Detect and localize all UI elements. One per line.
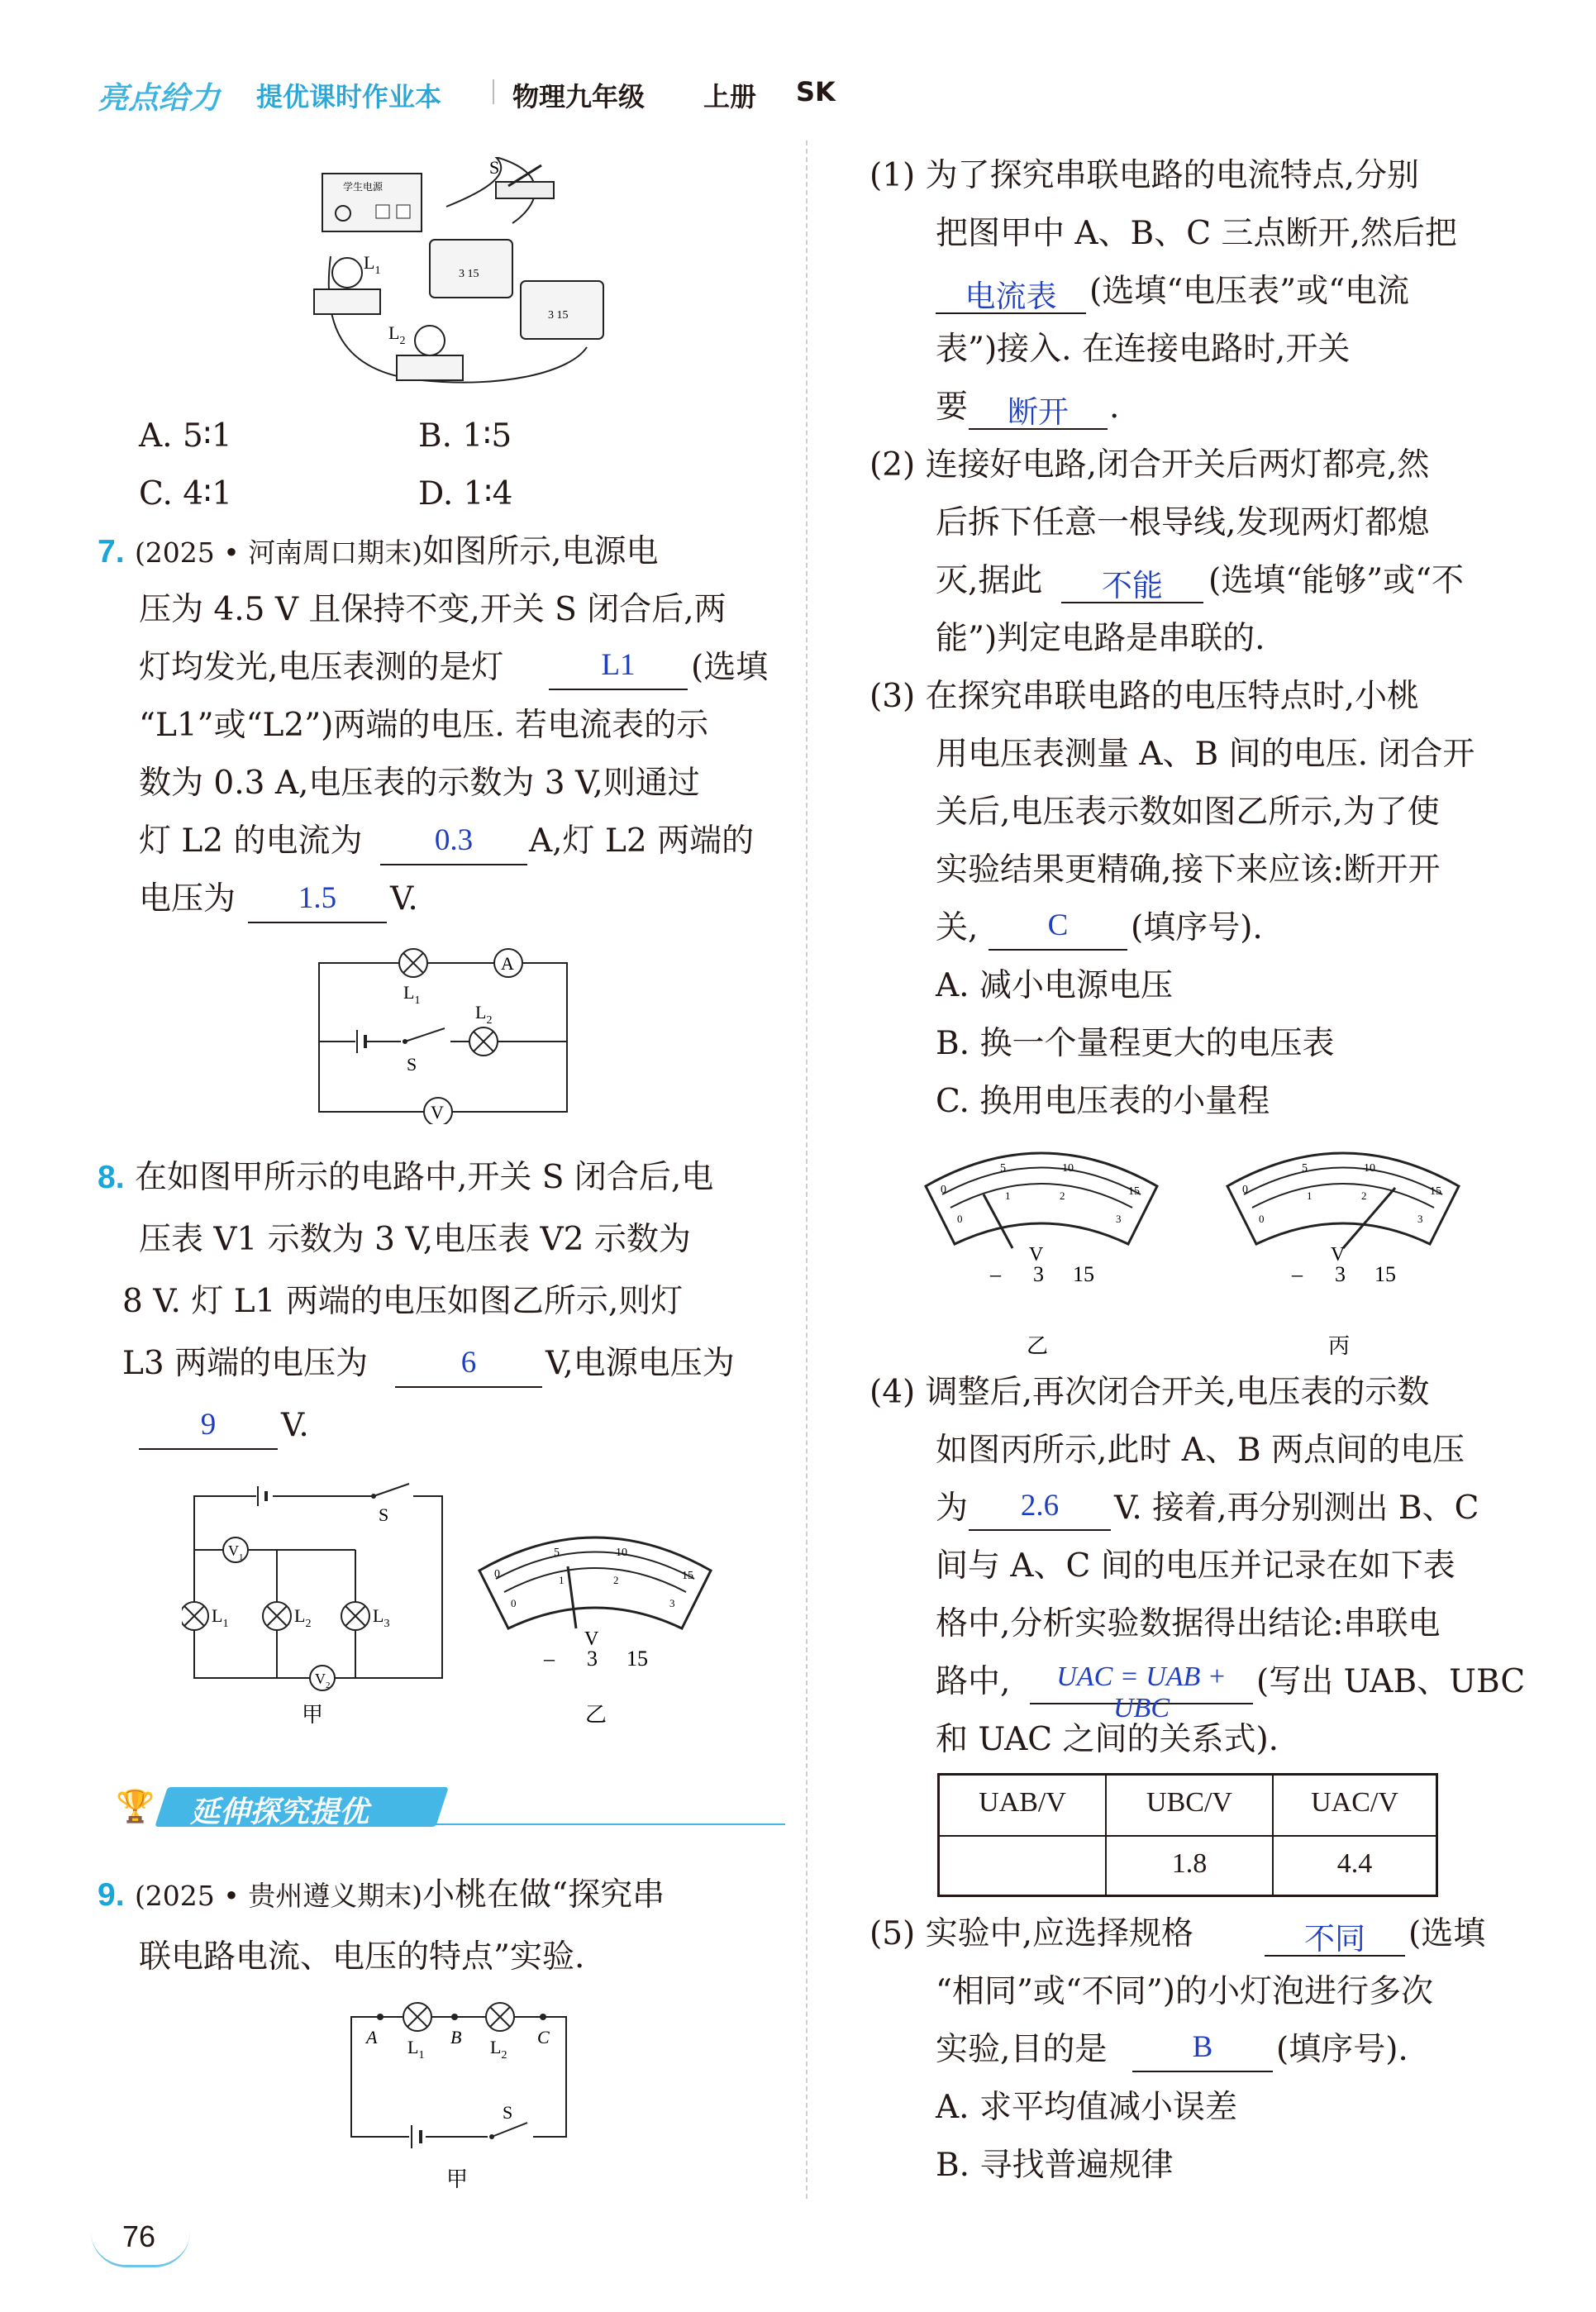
q7-line5: 数为 0.3 A,电压表的示数为 3 V,则通过: [139, 765, 700, 802]
q8-answer1: 6: [460, 1346, 477, 1380]
bing-bottom-0: 0: [1259, 1213, 1265, 1225]
q8-scale-bottom-0: 0: [511, 1597, 517, 1609]
q8-lamp2-label: $L_2$: [294, 1605, 312, 1630]
yi-bottom-0: 0: [957, 1213, 963, 1225]
yi-terminal-neg: –: [990, 1262, 1001, 1286]
edition-label: SK: [796, 76, 836, 107]
q9-point-a: A: [366, 2027, 378, 2047]
q9-p3-line4: 实验结果更精确,接下来应该:断开开: [936, 851, 1441, 889]
q8-line3: 8 V. 灯 L1 两端的电压如图乙所示,则灯: [122, 1283, 684, 1320]
meter1-scale: 3 15: [459, 268, 479, 280]
q8-scale-bottom-2: 2: [613, 1574, 619, 1586]
q8-blank1: [395, 1386, 542, 1388]
q9-number: 9.: [98, 1877, 125, 1913]
volume-label: 上册: [703, 81, 757, 112]
banner-rule: [430, 1823, 785, 1825]
q9-p4-line3b: V. 接着,再分别测出 B、C: [1114, 1490, 1479, 1527]
q7-source: (2025 • 河南周口期末): [134, 536, 423, 569]
q7-line1: 7. (2025 • 河南周口期末)如图所示,电源电: [98, 533, 659, 570]
q8-line4a: L3 两端的电压为: [122, 1345, 369, 1382]
q9-p3-blank: [989, 949, 1127, 951]
q7-line2: 压为 4.5 V 且保持不变,开关 S 闭合后,两: [139, 591, 727, 628]
q8-switch-label: S: [379, 1504, 389, 1525]
q8-answer2: 9: [200, 1408, 217, 1442]
q6-option-c: C. 4∶1: [139, 475, 233, 512]
page-number: 76: [122, 2219, 156, 2253]
q9-p3-line5b: (填序号).: [1131, 909, 1263, 946]
q9-p4-line4: 间与 A、C 间的电压并记录在如下表: [936, 1547, 1455, 1585]
q8-scale-top-3: 15: [682, 1570, 693, 1582]
subject-label: 物理九年级: [512, 81, 646, 112]
q8-terminal-3: 3: [587, 1647, 598, 1671]
q6-option-d: D. 1∶4: [418, 475, 513, 512]
bing-terminal-3: 3: [1335, 1262, 1346, 1286]
q9-p1-answer1: 电流表: [965, 280, 1057, 314]
q9-p4-line6a: 路中,: [936, 1663, 1011, 1700]
q8-terminal-15: 15: [626, 1647, 648, 1671]
supply-label: 学生电源: [343, 181, 384, 193]
q7-blank2: [380, 864, 527, 865]
q7-lamp1-label: $L_1$: [403, 982, 421, 1007]
trophy-icon: 🏆: [116, 1788, 155, 1824]
q9-p3-option-a: A. 减小电源电压: [936, 967, 1173, 1004]
q8-blank2: [139, 1448, 278, 1450]
bing-top-2: 10: [1364, 1162, 1375, 1175]
q9-p1-line5: 要: [936, 389, 969, 426]
q8-scale-top-1: 5: [554, 1547, 560, 1559]
q9-p4-line7: 和 UAC 之间的关系式).: [936, 1721, 1279, 1758]
q9-data-table: [937, 1773, 1438, 1897]
q9-circuit-jia: [339, 2000, 579, 2199]
yi-terminal-15: 15: [1073, 1262, 1094, 1286]
q7-answer3: 1.5: [298, 881, 337, 915]
q9-caption-bing: 丙: [1328, 1334, 1351, 1358]
q9-point-b: B: [450, 2027, 462, 2047]
q8-lamp3-label: $L_3$: [373, 1605, 390, 1630]
q7-line6a: 灯 L2 的电流为: [139, 822, 363, 860]
q7-line3a: 灯均发光,电压表测的是灯: [139, 649, 504, 686]
q9-p3-line2: 用电压表测量 A、B 间的电压. 闭合开: [936, 736, 1475, 773]
q9-p1-line3: (选填“电压表”或“电流: [1089, 273, 1410, 310]
bing-top-0: 0: [1242, 1184, 1248, 1196]
q8-number: 8.: [98, 1160, 125, 1195]
q6-option-b: B. 1∶5: [418, 417, 512, 455]
bing-bottom-2: 2: [1361, 1189, 1367, 1202]
q9-p4-blank1: [969, 1529, 1111, 1531]
q9-switch-label: S: [503, 2102, 513, 2123]
switch-label: S: [489, 157, 500, 178]
q8-terminal-neg: –: [544, 1647, 555, 1671]
q9-source: (2025 • 贵州遵义期末): [134, 1880, 423, 1912]
yi-top-0: 0: [941, 1184, 946, 1196]
q8-meter-yi: [471, 1521, 719, 1728]
yi-top-1: 5: [1000, 1162, 1006, 1175]
q9-p5-answer2: B: [1192, 2030, 1213, 2064]
q9-p4-line5: 格中,分析实验数据得出结论:串联电: [936, 1605, 1441, 1642]
q9-p2-line1: (2) 连接好电路,闭合开关后两灯都亮,然: [869, 446, 1430, 484]
q9-p1-line2: 把图甲中 A、B、C 三点断开,然后把: [936, 215, 1457, 252]
bing-unit: V: [1331, 1244, 1346, 1266]
q9-lamp2-label: $L_2$: [490, 2037, 507, 2062]
q9-p1-period: .: [1109, 389, 1120, 426]
q8-scale-top-2: 10: [616, 1547, 627, 1559]
bing-top-3: 15: [1430, 1185, 1441, 1198]
meter2-scale: 3 15: [548, 309, 569, 322]
q7-number: 7.: [98, 534, 125, 570]
q9-caption-jia: 甲: [446, 2167, 469, 2191]
series-title: 提优课时作业本: [256, 81, 442, 112]
q8-unit: V: [584, 1628, 599, 1650]
q8-circuit-jia: [182, 1480, 455, 1728]
bing-terminal-neg: –: [1292, 1262, 1303, 1286]
q9-p3-line1: (3) 在探究串联电路的电压特点时,小桃: [869, 678, 1420, 715]
q8-line5: V.: [281, 1407, 309, 1444]
bing-terminal-15: 15: [1374, 1262, 1396, 1286]
q8-scale-bottom-3: 3: [669, 1597, 675, 1609]
q7-line4: “L1”或“L2”)两端的电压. 若电流表的示: [139, 707, 709, 744]
q9-p5-line3a: 实验,目的是: [936, 2031, 1108, 2068]
q7-line7a: 电压为: [139, 880, 236, 918]
q8-v2-label: $V_2$: [315, 1671, 331, 1690]
yi-terminal-3: 3: [1033, 1262, 1044, 1286]
q7-line6b: A,灯 L2 两端的: [529, 822, 755, 860]
table-header-ubc: UBC/V: [1146, 1787, 1232, 1818]
q9-meter-yi: [917, 1137, 1165, 1360]
q9-p3-answer: C: [1047, 908, 1069, 942]
q9-p4-line6b: (写出 UAB、UBC: [1256, 1663, 1526, 1700]
q9-p4-line3a: 为: [936, 1490, 969, 1527]
q9-p3-option-b: B. 换一个量程更大的电压表: [936, 1025, 1335, 1062]
q7-answer1: L1: [601, 648, 636, 682]
q9-p5-option-a: A. 求平均值减小误差: [936, 2089, 1237, 2126]
q7-answer2: 0.3: [434, 823, 474, 857]
q9-p1-line4: 表”)接入. 在连接电路时,开关: [936, 331, 1351, 368]
q7-line3b: (选填: [691, 649, 769, 686]
q9-p4-line2: 如图丙所示,此时 A、B 两点间的电压: [936, 1432, 1465, 1469]
bing-top-1: 5: [1302, 1162, 1308, 1175]
column-divider: [806, 141, 808, 2199]
q9-lamp1-label: $L_1$: [407, 2037, 425, 2062]
q9-p2-answer: 不能: [1102, 570, 1163, 603]
table-header-uac: UAC/V: [1311, 1787, 1398, 1818]
q8-line2: 压表 V1 示数为 3 V,电压表 V2 示数为: [139, 1221, 691, 1258]
table-cell-uac: 4.4: [1336, 1848, 1373, 1879]
q9-p2-line3b: (选填“能够”或“不: [1208, 562, 1465, 599]
yi-bottom-1: 1: [1005, 1189, 1011, 1202]
q8-line1: 8. 在如图甲所示的电路中,开关 S 闭合后,电: [98, 1159, 714, 1196]
q9-p1-answer2: 断开: [1008, 396, 1069, 430]
lamp2-label: $L_2$: [388, 322, 406, 347]
yi-bottom-3: 3: [1116, 1213, 1122, 1225]
q7-blank3: [248, 922, 387, 923]
q9-p4-line1: (4) 调整后,再次闭合开关,电压表的示数: [869, 1374, 1430, 1411]
yi-unit: V: [1029, 1244, 1044, 1266]
q9-p2-line4: 能”)判定电路是串联的.: [936, 620, 1265, 657]
q9-point-c: C: [537, 2027, 550, 2047]
q9-line2: 联电路电流、电压的特点”实验.: [139, 1938, 585, 1976]
lamp1-label: $L_1$: [364, 252, 381, 277]
q9-meter-bing: [1219, 1137, 1467, 1360]
q9-p4-answer2: UAC = UAB + UBC: [1056, 1661, 1227, 1723]
yi-top-3: 15: [1128, 1185, 1140, 1198]
q9-p3-option-c: C. 换用电压表的小量程: [936, 1083, 1270, 1120]
yi-bottom-2: 2: [1060, 1189, 1065, 1202]
q8-caption-jia: 甲: [302, 1703, 324, 1727]
brand-logo: 亮点给力: [98, 80, 220, 116]
q9-p3-line3: 关后,电压表示数如图乙所示,为了使: [936, 794, 1440, 831]
q7-ammeter-label: A: [501, 953, 514, 974]
q8-scale-top-0: 0: [494, 1568, 500, 1580]
page-number-swoosh: [91, 2232, 190, 2267]
q9-p1-line1: (1) 为了探究串联电路的电流特点,分别: [869, 157, 1420, 194]
q7-line7b: V.: [390, 880, 418, 918]
table-header-uab: UAB/V: [979, 1787, 1066, 1818]
q8-scale-bottom-1: 1: [559, 1574, 565, 1586]
q9-line1: 9. (2025 • 贵州遵义期末)小桃在做“探究串: [98, 1876, 665, 1914]
yi-top-2: 10: [1062, 1162, 1074, 1175]
q9-p5-line2: “相同”或“不同”)的小灯泡进行多次: [936, 1973, 1433, 2010]
q9-p2-line3a: 灭,据此: [936, 562, 1043, 599]
q9-p5-line1b: (选填: [1408, 1915, 1486, 1952]
q9-p5-option-b: B. 寻找普遍规律: [936, 2147, 1174, 2184]
q7-voltmeter-label: V: [431, 1102, 444, 1123]
header-divider: [493, 79, 494, 104]
q6-circuit-figure: [306, 157, 620, 405]
q9-p5-line1a: (5) 实验中,应选择规格: [869, 1915, 1194, 1952]
q7-circuit-diagram: [314, 942, 579, 1124]
section-banner: [116, 1784, 785, 1830]
q9-p2-line2: 后拆下任意一根导线,发现两灯都熄: [936, 504, 1430, 541]
q8-lamp1-label: $L_1$: [212, 1605, 229, 1630]
q8-v1-label: $V_1$: [228, 1542, 244, 1562]
q7-lamp2-label: $L_2$: [475, 1002, 493, 1027]
bing-bottom-3: 3: [1417, 1213, 1423, 1225]
q6-option-a: A. 5∶1: [139, 417, 232, 455]
section-title: 延伸探究提优: [190, 1795, 369, 1829]
q9-p3-line5a: 关,: [936, 909, 979, 946]
q8-caption-yi: 乙: [585, 1703, 607, 1727]
q9-p4-answer1: 2.6: [1020, 1489, 1060, 1523]
q9-caption-yi: 乙: [1027, 1334, 1049, 1358]
bing-bottom-1: 1: [1307, 1189, 1313, 1202]
table-cell-ubc: 1.8: [1171, 1848, 1208, 1879]
q9-p5-blank2: [1132, 2071, 1273, 2072]
q9-p5-line3b: (填序号).: [1276, 2031, 1408, 2068]
q9-p5-answer1: 不同: [1304, 1923, 1365, 1957]
q7-switch-label: S: [407, 1054, 417, 1075]
q8-line4b: V,电源电压为: [545, 1345, 735, 1382]
q7-blank1: [549, 689, 688, 690]
